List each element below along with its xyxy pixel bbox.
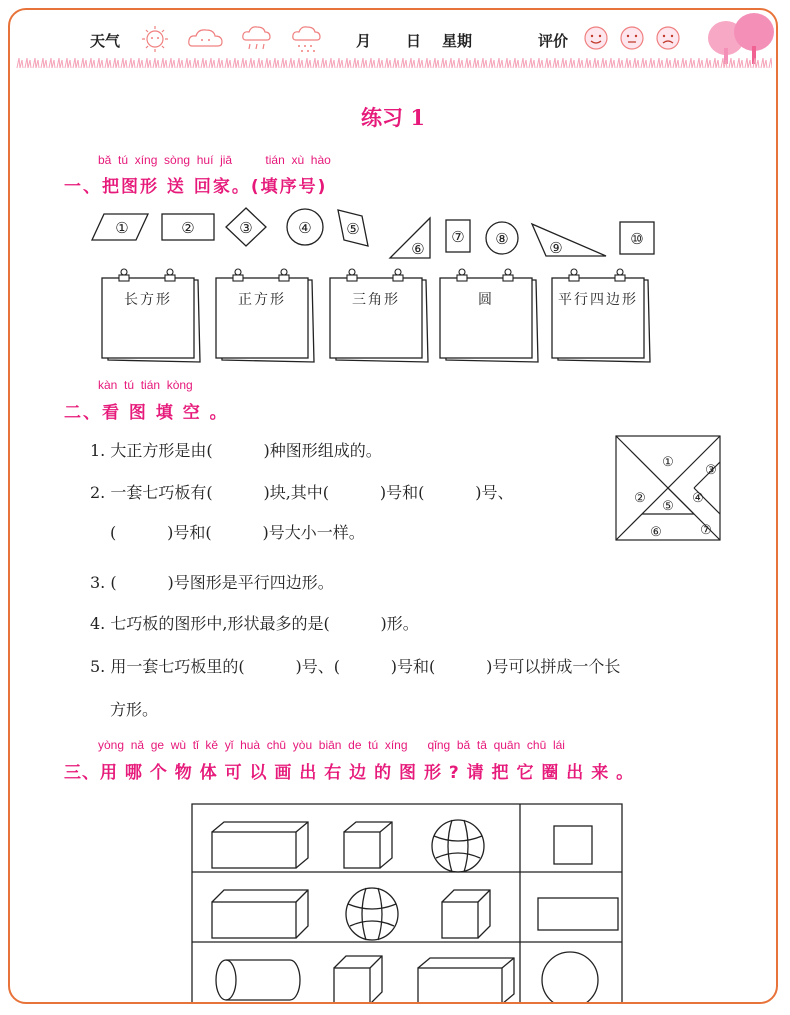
happy-face-icon xyxy=(582,24,610,52)
grass-border xyxy=(16,54,772,68)
section2-pinyin: kàn tú tián kòng xyxy=(98,378,193,392)
rating-label: 评价 xyxy=(538,32,569,50)
tangram-number: ② xyxy=(634,491,646,506)
sad-face-icon xyxy=(654,24,682,52)
tangram-number: ⑦ xyxy=(700,523,712,538)
question-1: 1. 大正方形是由( )种图形组成的。 xyxy=(90,441,382,460)
cloudy-icon xyxy=(186,24,226,52)
tangram-number: ① xyxy=(662,455,674,470)
shape-number: ⑧ xyxy=(495,230,509,248)
tangram-number: ⑤ xyxy=(662,499,674,514)
cuboid-object xyxy=(418,958,514,1004)
day-label: 日 xyxy=(406,32,422,50)
shape-number: ① xyxy=(115,219,129,237)
board-label: 平行四边形 xyxy=(558,292,638,308)
board-clip-icon xyxy=(459,269,465,275)
heavy-rain-icon xyxy=(290,24,322,58)
weather-label: 天气 xyxy=(90,32,121,50)
neutral-face-icon xyxy=(618,24,646,52)
circle-shape xyxy=(542,952,598,1004)
shape-number: ③ xyxy=(239,219,253,237)
question-5a: 5. 用一套七巧板里的( )号、( )号和( )号可以拼成一个长 xyxy=(90,657,621,676)
label-board xyxy=(102,269,200,362)
cuboid-object xyxy=(212,890,308,938)
cube-object xyxy=(442,890,490,938)
board-clip-icon xyxy=(167,269,173,275)
page-header xyxy=(10,10,776,68)
tangram-number: ④ xyxy=(692,491,704,506)
tangram-figure xyxy=(614,434,724,544)
shape-number: ⑥ xyxy=(411,240,425,258)
cylinder-object xyxy=(216,960,300,1000)
board-clip-icon xyxy=(505,269,511,275)
board-clip-icon xyxy=(235,269,241,275)
label-board xyxy=(216,269,314,362)
basketball-object xyxy=(346,888,398,940)
section1-heading: 一、把图形 送 回家。(填序号) xyxy=(64,177,328,197)
tangram-number: ⑥ xyxy=(650,525,662,540)
rectangle-shape xyxy=(538,898,618,930)
cube-object xyxy=(344,822,392,868)
label-board xyxy=(552,269,650,362)
question-3: 3. ( )号图形是平行四边形。 xyxy=(90,573,334,592)
shape-number: ⑦ xyxy=(451,228,465,246)
shapes-row xyxy=(86,206,686,266)
section1-pinyin: bǎ tú xíng sòng huí jiā tián xù hào xyxy=(98,153,331,167)
worksheet-page xyxy=(8,8,778,1004)
square-shape xyxy=(554,826,592,864)
board-label: 三角形 xyxy=(352,292,400,308)
shape-9-triangle xyxy=(532,224,606,256)
board-clip-icon xyxy=(395,269,401,275)
shape-number: ⑨ xyxy=(549,239,563,257)
light-rain-icon xyxy=(240,24,272,58)
board-clip-icon xyxy=(617,269,623,275)
month-label: 月 xyxy=(356,32,372,50)
question-4: 4. 七巧板的图形中,形状最多的是( )形。 xyxy=(90,614,419,633)
objects-table xyxy=(190,802,624,1004)
shape-number: ⑤ xyxy=(346,220,360,238)
section2-heading: 二、看 图 填 空 。 xyxy=(64,403,229,423)
board-clip-icon xyxy=(349,269,355,275)
question-2b: ( )号和( )号大小一样。 xyxy=(110,523,365,542)
section3-heading: 三、用 哪 个 物 体 可 以 画 出 右 边 的 图 形 ? 请 把 它 圈 出 来 。 xyxy=(64,763,635,783)
basketball-object xyxy=(432,820,484,872)
question-2a: 2. 一套七巧板有( )块,其中( )号和( )号、 xyxy=(90,483,514,502)
shape-number: ⑩ xyxy=(630,230,644,248)
label-board xyxy=(440,269,538,362)
label-board xyxy=(330,269,428,362)
board-label: 长方形 xyxy=(124,292,172,308)
board-clip-icon xyxy=(121,269,127,275)
shape-number: ② xyxy=(181,219,195,237)
sun-icon xyxy=(140,24,170,54)
question-5b: 方形。 xyxy=(110,700,159,719)
section3-pinyin: yòng nǎ ge wù tǐ kě yǐ huà chū yòu biān de tú xíng qǐng bǎ tā quān chū lái xyxy=(98,738,565,752)
page-title: 练习 1 xyxy=(361,105,425,130)
board-clip-icon xyxy=(281,269,287,275)
weekday-label: 星期 xyxy=(442,32,473,50)
shape-number: ④ xyxy=(298,219,312,237)
tangram-number: ③ xyxy=(705,463,717,478)
board-label: 正方形 xyxy=(238,292,286,308)
cuboid-object xyxy=(212,822,308,868)
cube-object xyxy=(334,956,382,1004)
board-label: 圆 xyxy=(478,292,494,308)
board-clip-icon xyxy=(571,269,577,275)
boards-row xyxy=(86,266,686,366)
